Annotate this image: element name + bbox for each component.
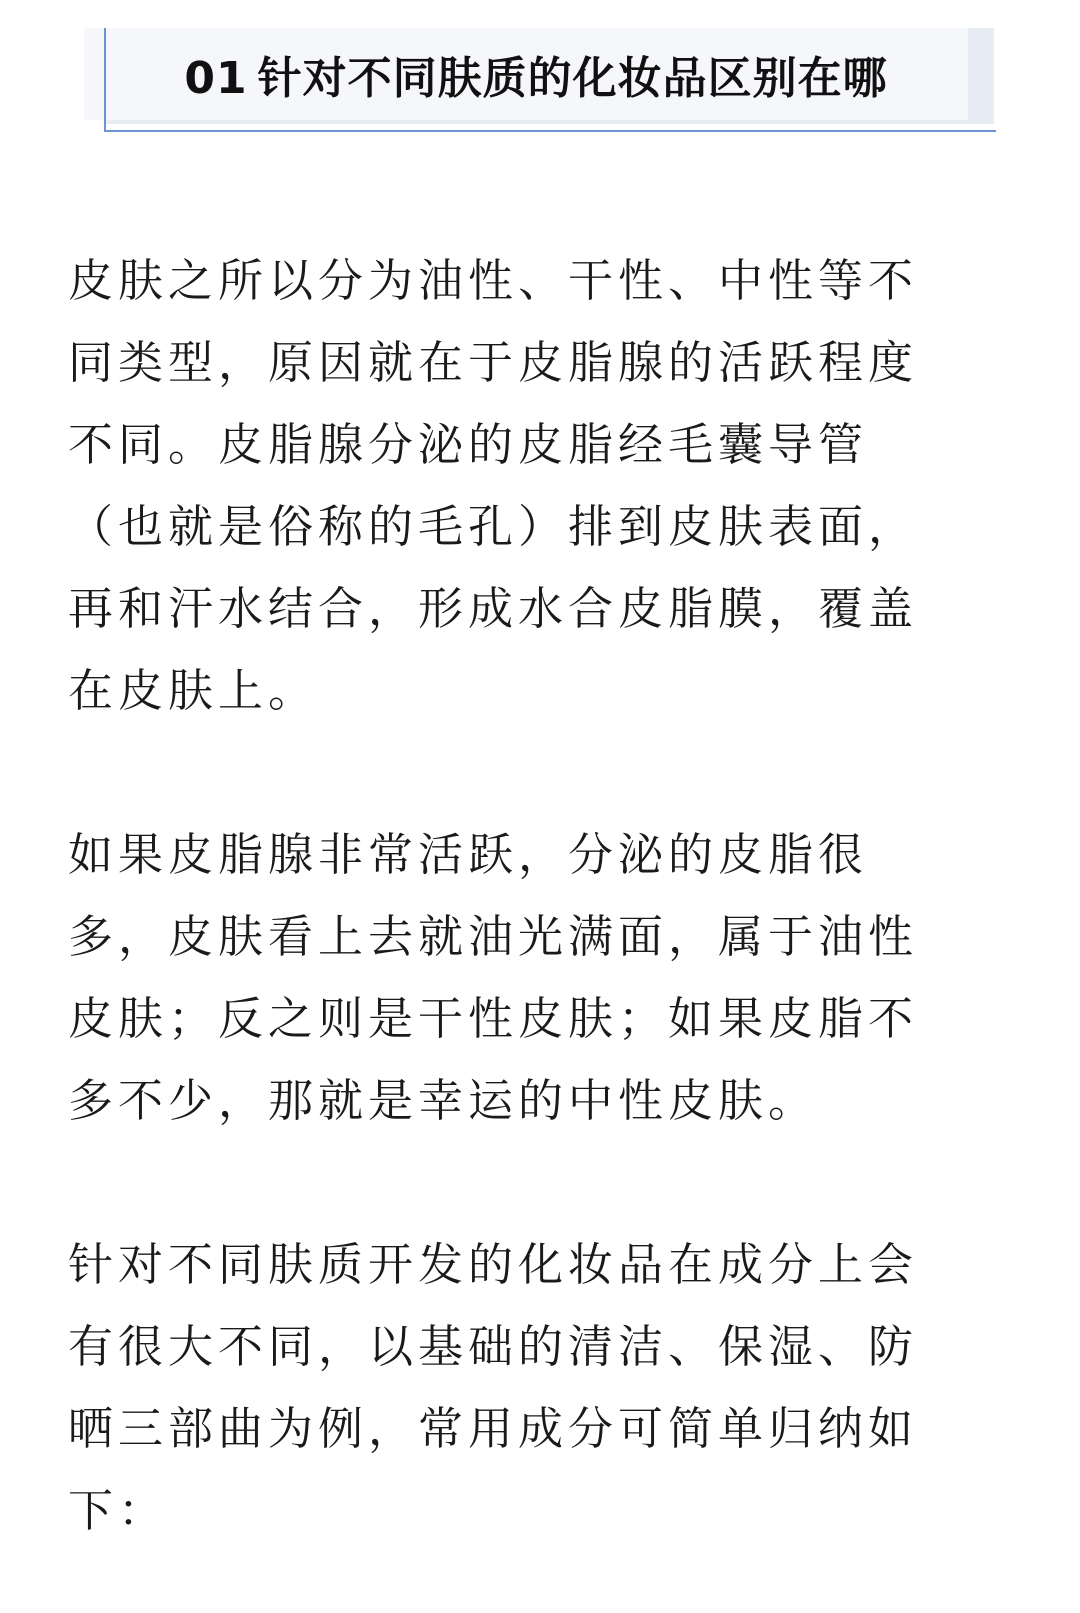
- section-heading: [84, 28, 996, 132]
- heading-box: [84, 28, 968, 120]
- heading-accent-line-left: [104, 28, 106, 132]
- paragraph-cosmetic-ingredients: 针对不同肤质开发的化妆品在成分上会 有很大不同，以基础的清洁、保湿、防 晒三部曲为例，常用成分可简单归纳如 下：: [68, 1238, 919, 1537]
- heading-title: [184, 42, 887, 106]
- paragraph-skin-types: 皮肤之所以分为油性、干性、中性等不 同类型，原因就在于皮脂腺的活跃程度 不同。皮脂腺分泌的皮脂经毛囊导管 （也就是俗称的毛孔）排到皮肤表面， 再和汗水结合，形成水合皮脂膜，覆盖 在皮肤上。: [68, 254, 919, 717]
- heading-accent-line-bottom: [104, 130, 996, 132]
- paragraph-sebum-activity: 如果皮脂腺非常活跃，分泌的皮脂很 多，皮肤看上去就油光满面，属于油性 皮肤；反之则是干性皮肤；如果皮脂不 多不少，那就是幸运的中性皮肤。: [68, 828, 919, 1127]
- heading-number: 01: [184, 53, 248, 104]
- heading-title-text: 针对不同肤质的化妆品区别在哪: [257, 53, 888, 104]
